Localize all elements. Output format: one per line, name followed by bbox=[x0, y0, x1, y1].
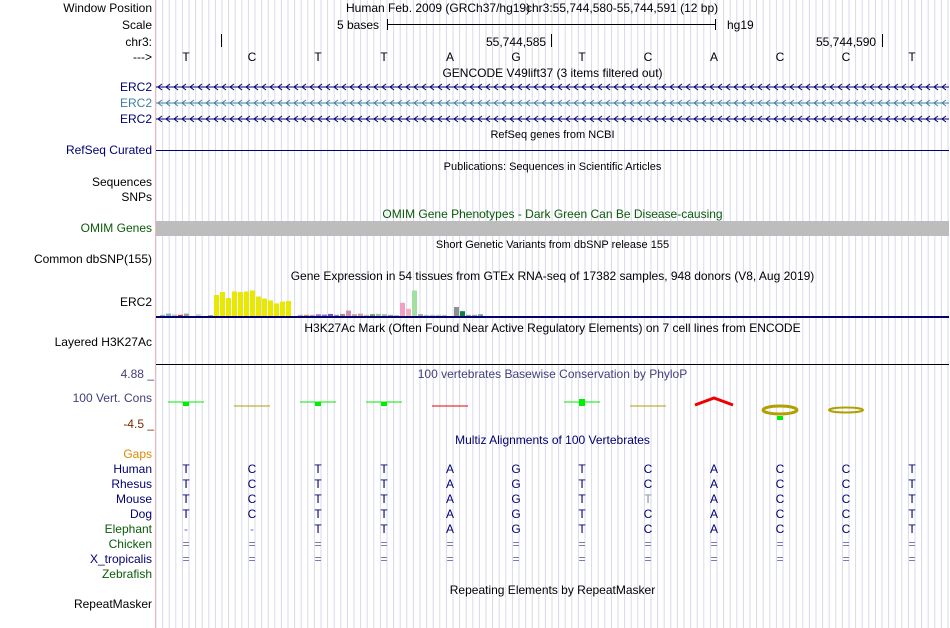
dbsnp-track-title[interactable]: Short Genetic Variants from dbSNP release 155 bbox=[435, 239, 670, 251]
dna-base: C bbox=[643, 50, 653, 64]
multiz-species-label[interactable]: Chicken bbox=[108, 537, 152, 551]
multiz-aligned-base: T bbox=[644, 492, 652, 506]
multiz-aligned-base: = bbox=[710, 537, 718, 551]
multiz-aligned-base: = bbox=[314, 552, 322, 566]
multiz-aligned-base: T bbox=[314, 507, 322, 521]
multiz-aligned-base: T bbox=[908, 492, 916, 506]
multiz-species-label[interactable]: Dog bbox=[129, 507, 152, 521]
conservation-ymax: 4.88 _ bbox=[120, 367, 154, 381]
strand-label: ---> bbox=[133, 50, 152, 64]
multiz-aligned-base: C bbox=[775, 477, 785, 491]
dna-base: T bbox=[908, 50, 916, 64]
gencode-track-title[interactable]: GENCODE V49lift37 (3 items filtered out) bbox=[442, 66, 663, 80]
multiz-aligned-base: A bbox=[445, 507, 454, 521]
multiz-aligned-base: A bbox=[445, 462, 454, 476]
multiz-aligned-base: = bbox=[644, 552, 652, 566]
multiz-aligned-base: = bbox=[710, 552, 718, 566]
multiz-aligned-base: T bbox=[380, 462, 388, 476]
multiz-aligned-base: A bbox=[445, 492, 454, 506]
multiz-aligned-base: T bbox=[380, 492, 388, 506]
multiz-aligned-base: C bbox=[643, 507, 653, 521]
multiz-aligned-base: T bbox=[578, 477, 586, 491]
gencode-label-2[interactable]: ERC2 bbox=[119, 96, 152, 110]
multiz-species-label[interactable]: Mouse bbox=[115, 492, 152, 506]
scale-db: hg19 bbox=[727, 18, 754, 32]
publications-snps-label[interactable]: SNPs bbox=[121, 190, 152, 204]
refseq-track-title[interactable]: RefSeq genes from NCBI bbox=[490, 129, 615, 141]
multiz-aligned-base: A bbox=[709, 492, 718, 506]
multiz-aligned-base: = bbox=[842, 537, 850, 551]
multiz-gaps-label[interactable]: Gaps bbox=[123, 447, 152, 461]
multiz-aligned-base: T bbox=[578, 507, 586, 521]
multiz-aligned-base: C bbox=[247, 507, 257, 521]
multiz-species-label[interactable]: X_tropicalis bbox=[89, 552, 152, 566]
multiz-aligned-base: A bbox=[709, 477, 718, 491]
multiz-aligned-base: - bbox=[250, 522, 254, 536]
dna-base: G bbox=[511, 50, 521, 64]
gencode-label-3[interactable]: ERC2 bbox=[119, 112, 152, 126]
gene-strand-area bbox=[156, 0, 950, 628]
multiz-aligned-base: T bbox=[578, 522, 586, 536]
dna-base: T bbox=[578, 50, 586, 64]
assembly-text: Human Feb. 2009 (GRCh37/hg19) bbox=[346, 1, 531, 15]
multiz-aligned-base: A bbox=[709, 507, 718, 521]
dna-base: C bbox=[841, 50, 851, 64]
multiz-aligned-base: C bbox=[643, 462, 653, 476]
multiz-aligned-base: G bbox=[511, 492, 521, 506]
dna-base: C bbox=[775, 50, 785, 64]
multiz-aligned-base: C bbox=[775, 507, 785, 521]
multiz-aligned-base: T bbox=[314, 462, 322, 476]
chr-label: chr3: bbox=[125, 35, 152, 49]
multiz-aligned-base: C bbox=[841, 492, 851, 506]
multiz-aligned-base: T bbox=[182, 507, 190, 521]
multiz-aligned-base: T bbox=[182, 462, 190, 476]
multiz-aligned-base: T bbox=[578, 492, 586, 506]
multiz-aligned-base: = bbox=[908, 537, 916, 551]
gencode-label-1[interactable]: ERC2 bbox=[119, 80, 152, 94]
multiz-aligned-base: T bbox=[182, 477, 190, 491]
multiz-aligned-base: C bbox=[775, 522, 785, 536]
multiz-species-label[interactable]: Rhesus bbox=[111, 477, 152, 491]
scale-text: 5 bases bbox=[337, 18, 380, 32]
coord-tick-label-2: 55,744,590 bbox=[816, 35, 877, 49]
multiz-aligned-base: T bbox=[314, 492, 322, 506]
gtex-track-title[interactable]: Gene Expression in 54 tissues from GTEx RNA-seq of 17382 samples, 948 donors (V8, Aug 2019) bbox=[290, 269, 815, 283]
position-text: chr3:55,744,580-55,744,591 (12 bp) bbox=[526, 1, 719, 15]
multiz-aligned-base: C bbox=[775, 462, 785, 476]
repeatmasker-label[interactable]: RepeatMasker bbox=[73, 597, 152, 611]
multiz-aligned-base: = bbox=[908, 552, 916, 566]
multiz-aligned-base: C bbox=[247, 477, 257, 491]
multiz-aligned-base: = bbox=[842, 552, 850, 566]
multiz-aligned-base: A bbox=[709, 462, 718, 476]
dbsnp-label[interactable]: Common dbSNP(155) bbox=[33, 252, 152, 266]
multiz-aligned-base: G bbox=[511, 522, 521, 536]
multiz-aligned-base: A bbox=[709, 522, 718, 536]
multiz-aligned-base: = bbox=[314, 537, 322, 551]
h3k27ac-track-title[interactable]: H3K27Ac Mark (Often Found Near Active Regulatory Elements) on 7 cell lines from ENCODE bbox=[304, 321, 801, 335]
dna-base: C bbox=[247, 50, 257, 64]
omim-track-title[interactable]: OMIM Gene Phenotypes - Dark Green Can Be Disease-causing bbox=[382, 207, 723, 221]
multiz-aligned-base: A bbox=[445, 477, 454, 491]
multiz-aligned-base: G bbox=[511, 477, 521, 491]
multiz-aligned-base: = bbox=[512, 537, 520, 551]
window-position-label: Window Position bbox=[63, 1, 152, 15]
multiz-aligned-base: C bbox=[247, 462, 257, 476]
dna-base: T bbox=[314, 50, 322, 64]
multiz-species-label[interactable]: Human bbox=[113, 462, 152, 476]
h3k27ac-label[interactable]: Layered H3K27Ac bbox=[54, 335, 152, 349]
multiz-aligned-base: = bbox=[578, 552, 586, 566]
multiz-aligned-base: G bbox=[511, 507, 521, 521]
multiz-aligned-base: C bbox=[841, 507, 851, 521]
multiz-aligned-base: C bbox=[841, 462, 851, 476]
conservation-track-title[interactable]: 100 vertebrates Basewise Conservation by PhyloP bbox=[417, 367, 688, 381]
publications-track-title[interactable]: Publications: Sequences in Scientific Articles bbox=[443, 161, 662, 173]
multiz-aligned-base: = bbox=[182, 552, 190, 566]
multiz-aligned-base: G bbox=[511, 462, 521, 476]
multiz-aligned-base: = bbox=[380, 537, 388, 551]
dna-base: A bbox=[445, 50, 454, 64]
multiz-aligned-base: C bbox=[841, 477, 851, 491]
multiz-species-label[interactable]: Zebrafish bbox=[101, 567, 152, 581]
multiz-aligned-base: = bbox=[446, 537, 454, 551]
multiz-aligned-base: T bbox=[314, 522, 322, 536]
multiz-aligned-base: = bbox=[248, 552, 256, 566]
multiz-aligned-base: T bbox=[314, 477, 322, 491]
multiz-aligned-base: T bbox=[908, 507, 916, 521]
multiz-aligned-base: T bbox=[578, 462, 586, 476]
multiz-aligned-base: A bbox=[445, 522, 454, 536]
multiz-aligned-base: C bbox=[643, 477, 653, 491]
dna-base: T bbox=[182, 50, 190, 64]
multiz-aligned-base: T bbox=[182, 492, 190, 506]
dna-base: A bbox=[709, 50, 718, 64]
conservation-ymin: -4.5 _ bbox=[123, 417, 154, 431]
multiz-aligned-base: C bbox=[775, 492, 785, 506]
multiz-aligned-base: T bbox=[908, 477, 916, 491]
publications-sequences-label[interactable]: Sequences bbox=[91, 175, 152, 189]
coord-tick-label-1: 55,744,585 bbox=[486, 35, 547, 49]
omim-label[interactable]: OMIM Genes bbox=[80, 221, 152, 235]
multiz-aligned-base: T bbox=[908, 462, 916, 476]
repeatmasker-track-title[interactable]: Repeating Elements by RepeatMasker bbox=[449, 583, 656, 597]
scale-label: Scale bbox=[121, 18, 152, 32]
multiz-aligned-base: C bbox=[841, 522, 851, 536]
gtex-label[interactable]: ERC2 bbox=[119, 295, 152, 309]
multiz-aligned-base: T bbox=[380, 522, 388, 536]
multiz-aligned-base: = bbox=[248, 537, 256, 551]
multiz-aligned-base: = bbox=[578, 537, 586, 551]
multiz-aligned-base: C bbox=[643, 522, 653, 536]
multiz-aligned-base: = bbox=[512, 552, 520, 566]
multiz-aligned-base: = bbox=[776, 537, 784, 551]
multiz-aligned-base: T bbox=[908, 522, 916, 536]
multiz-aligned-base: = bbox=[446, 552, 454, 566]
multiz-aligned-base: = bbox=[644, 537, 652, 551]
multiz-track-title[interactable]: Multiz Alignments of 100 Vertebrates bbox=[455, 433, 650, 447]
refseq-label[interactable]: RefSeq Curated bbox=[65, 143, 152, 157]
multiz-aligned-base: = bbox=[776, 552, 784, 566]
multiz-species-label[interactable]: Elephant bbox=[104, 522, 152, 536]
multiz-aligned-base: = bbox=[380, 552, 388, 566]
multiz-aligned-base: T bbox=[380, 507, 388, 521]
multiz-aligned-base: - bbox=[184, 522, 188, 536]
dna-base: T bbox=[380, 50, 388, 64]
multiz-aligned-base: C bbox=[247, 492, 257, 506]
conservation-label[interactable]: 100 Vert. Cons bbox=[72, 391, 152, 405]
multiz-aligned-base: = bbox=[182, 537, 190, 551]
multiz-aligned-base: T bbox=[380, 477, 388, 491]
